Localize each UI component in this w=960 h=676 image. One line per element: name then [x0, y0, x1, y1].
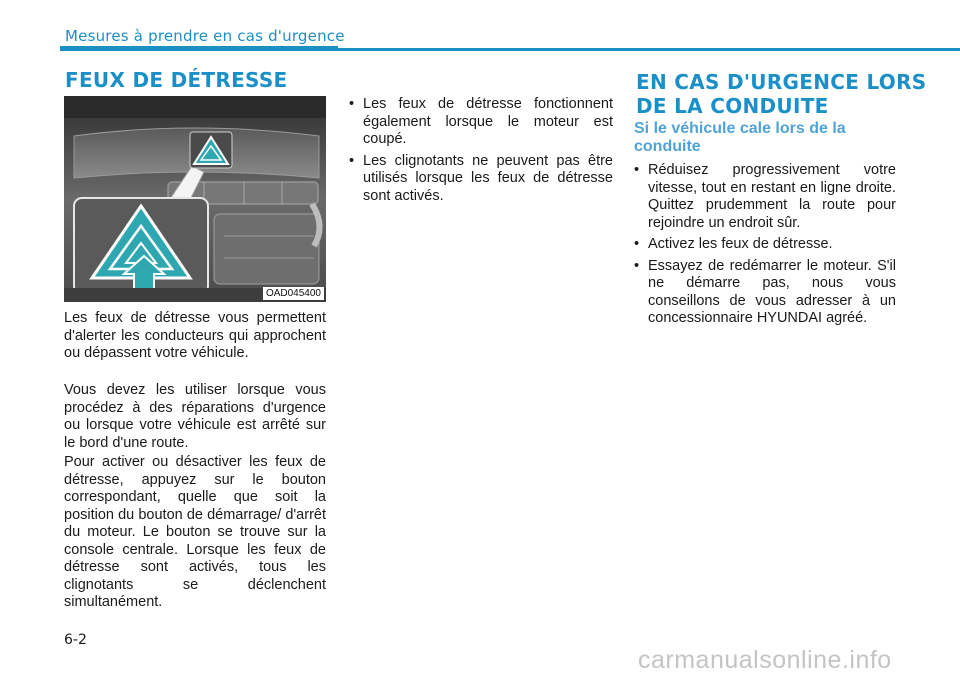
driving-emergency-title [636, 70, 927, 118]
section-header-rule [60, 48, 960, 51]
list-item: • Essayez de redémarrer le moteur. S'il ne démarre pas, nous vous conseillons de vous adresser à un concessionnaire HYUNDAI agréé. [634, 258, 896, 328]
hazard-lights-title: FEUX DE DÉTRESSE [65, 68, 288, 92]
list-item: • Les feux de détresse fonctionnent également lorsque le moteur est coupé. [349, 96, 613, 149]
stall-steps-list [634, 162, 896, 332]
hazard-button-figure [64, 96, 326, 302]
list-item: • Activez les feux de détresse. [634, 236, 896, 254]
list-item: • Les clignotants ne peuvent pas être utilisés lorsque les feux de détresse sont activés. [349, 153, 613, 206]
hazard-button-illustration [64, 96, 326, 302]
hazard-notes-list [349, 96, 613, 209]
watermark: carmanualsonline.info [638, 646, 892, 674]
hazard-activation-paragraph: Pour activer ou désactiver les feux de détresse, appuyez sur le bouton correspondant, quelle que soit la position du bouton de démarrage/ d'arrêt du moteur. Le bouton se trouve sur la console centrale. Lorsque les feux de détresse sont activés, tous les clignotants se déclenchent simultanément. [64, 454, 326, 610]
stall-subheading: Si le véhicule cale lors de la conduite [634, 120, 846, 155]
driving-emergency-title-line2: DE LA CONDUITE [636, 94, 829, 118]
list-item: • Réduisez progressivement votre vitesse, tout en restant en ligne droite. Quittez prudemment la route pour rejoindre un endroit sûr. [634, 162, 896, 232]
hazard-usage-paragraph: Vous devez les utiliser lorsque vous procédez à des réparations d'urgence ou lorsque votre véhicule est arrêté sur le bord d'une route. [64, 382, 326, 451]
hazard-intro-paragraph: Les feux de détresse vous permettent d'alerter les conducteurs qui approchent ou dépassent votre véhicule. [64, 310, 326, 361]
driving-emergency-title-line1: EN CAS D'URGENCE LORS [636, 70, 927, 94]
page-number: 6-2 [64, 632, 87, 648]
section-header-title: Mesures à prendre en cas d'urgence [65, 27, 345, 45]
figure-code: OAD045400 [263, 287, 324, 300]
